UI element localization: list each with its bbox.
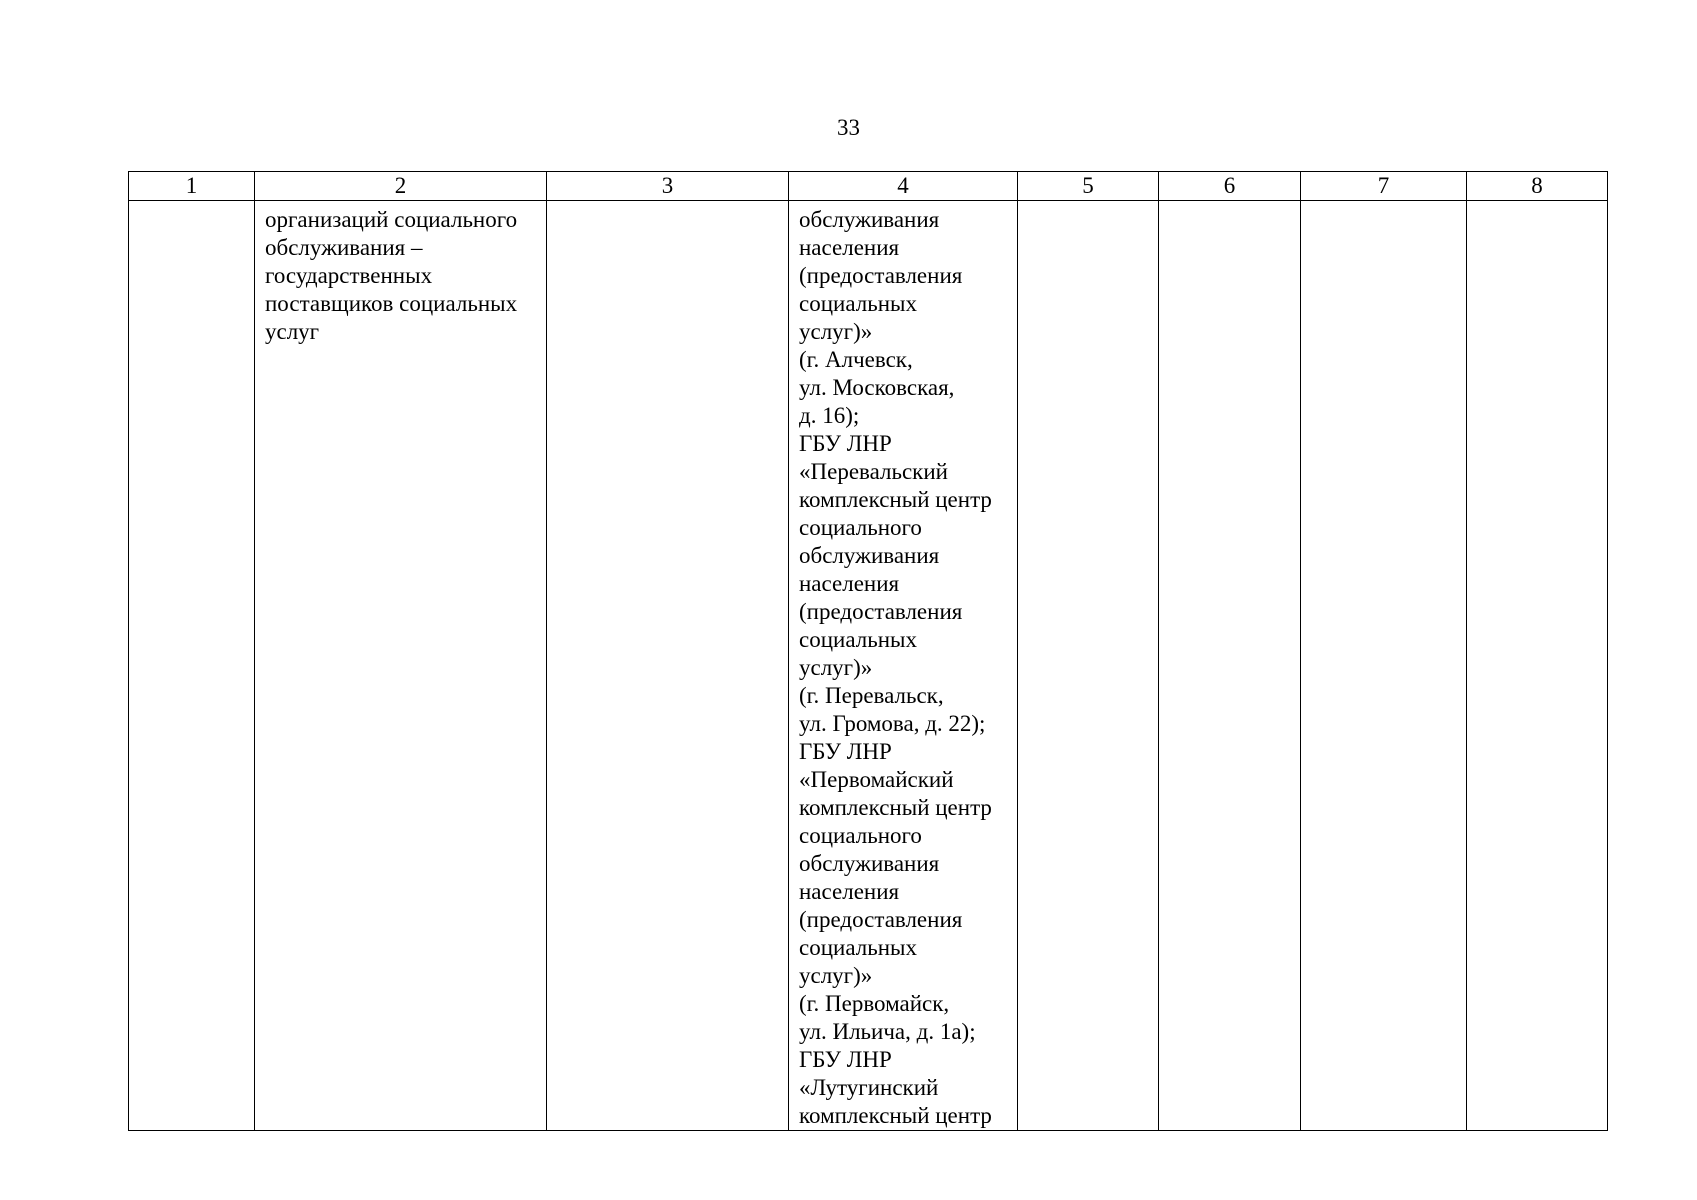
cell-col4-text: обслуживания населения (предоставления социальных услуг)» (г. Алчевск, ул. Московская, д. 16); ГБУ ЛНР «Перевальский комплексный центр социального обслуживания населения (предоставления социальных услуг)» (г. Перевальск, ул. Громова, д. 22); ГБУ ЛНР «Первомайский комплексный центр социального обслуживания населения (предоставления социальных услуг)» (г. Первомайск, ул. Ильича, д. 1а); ГБУ ЛНР «Лутугинский комплексный центр bbox=[799, 207, 992, 1128]
header-row bbox=[129, 172, 1608, 201]
table-row bbox=[129, 201, 1608, 1131]
column-header-6: 6 bbox=[1159, 172, 1301, 201]
cell-col2-text: организаций социального обслуживания – государственных поставщиков социальных услуг bbox=[265, 207, 518, 344]
cell-col7-text bbox=[1301, 201, 1466, 206]
cell-col3 bbox=[547, 201, 789, 1131]
cell-col8 bbox=[1467, 201, 1608, 1131]
cell-col1 bbox=[129, 201, 255, 1131]
column-header-3: 3 bbox=[547, 172, 789, 201]
cell-col3-text bbox=[547, 201, 788, 206]
cell-col6 bbox=[1159, 201, 1301, 1131]
cell-col5 bbox=[1018, 201, 1159, 1131]
cell-col4 bbox=[789, 201, 1018, 1131]
column-header-4: 4 bbox=[789, 172, 1018, 201]
document-table bbox=[128, 171, 1608, 1131]
page-number: 33 bbox=[837, 115, 860, 140]
cell-col7 bbox=[1301, 201, 1467, 1131]
column-header-8: 8 bbox=[1467, 172, 1608, 201]
cell-col2 bbox=[255, 201, 547, 1131]
cell-col5-text bbox=[1018, 201, 1158, 206]
column-header-5: 5 bbox=[1018, 172, 1159, 201]
cell-col1-text bbox=[129, 201, 254, 206]
column-header-1: 1 bbox=[129, 172, 255, 201]
column-header-2: 2 bbox=[255, 172, 547, 201]
cell-col8-text bbox=[1467, 201, 1607, 206]
column-header-7: 7 bbox=[1301, 172, 1467, 201]
cell-col6-text bbox=[1159, 201, 1300, 206]
